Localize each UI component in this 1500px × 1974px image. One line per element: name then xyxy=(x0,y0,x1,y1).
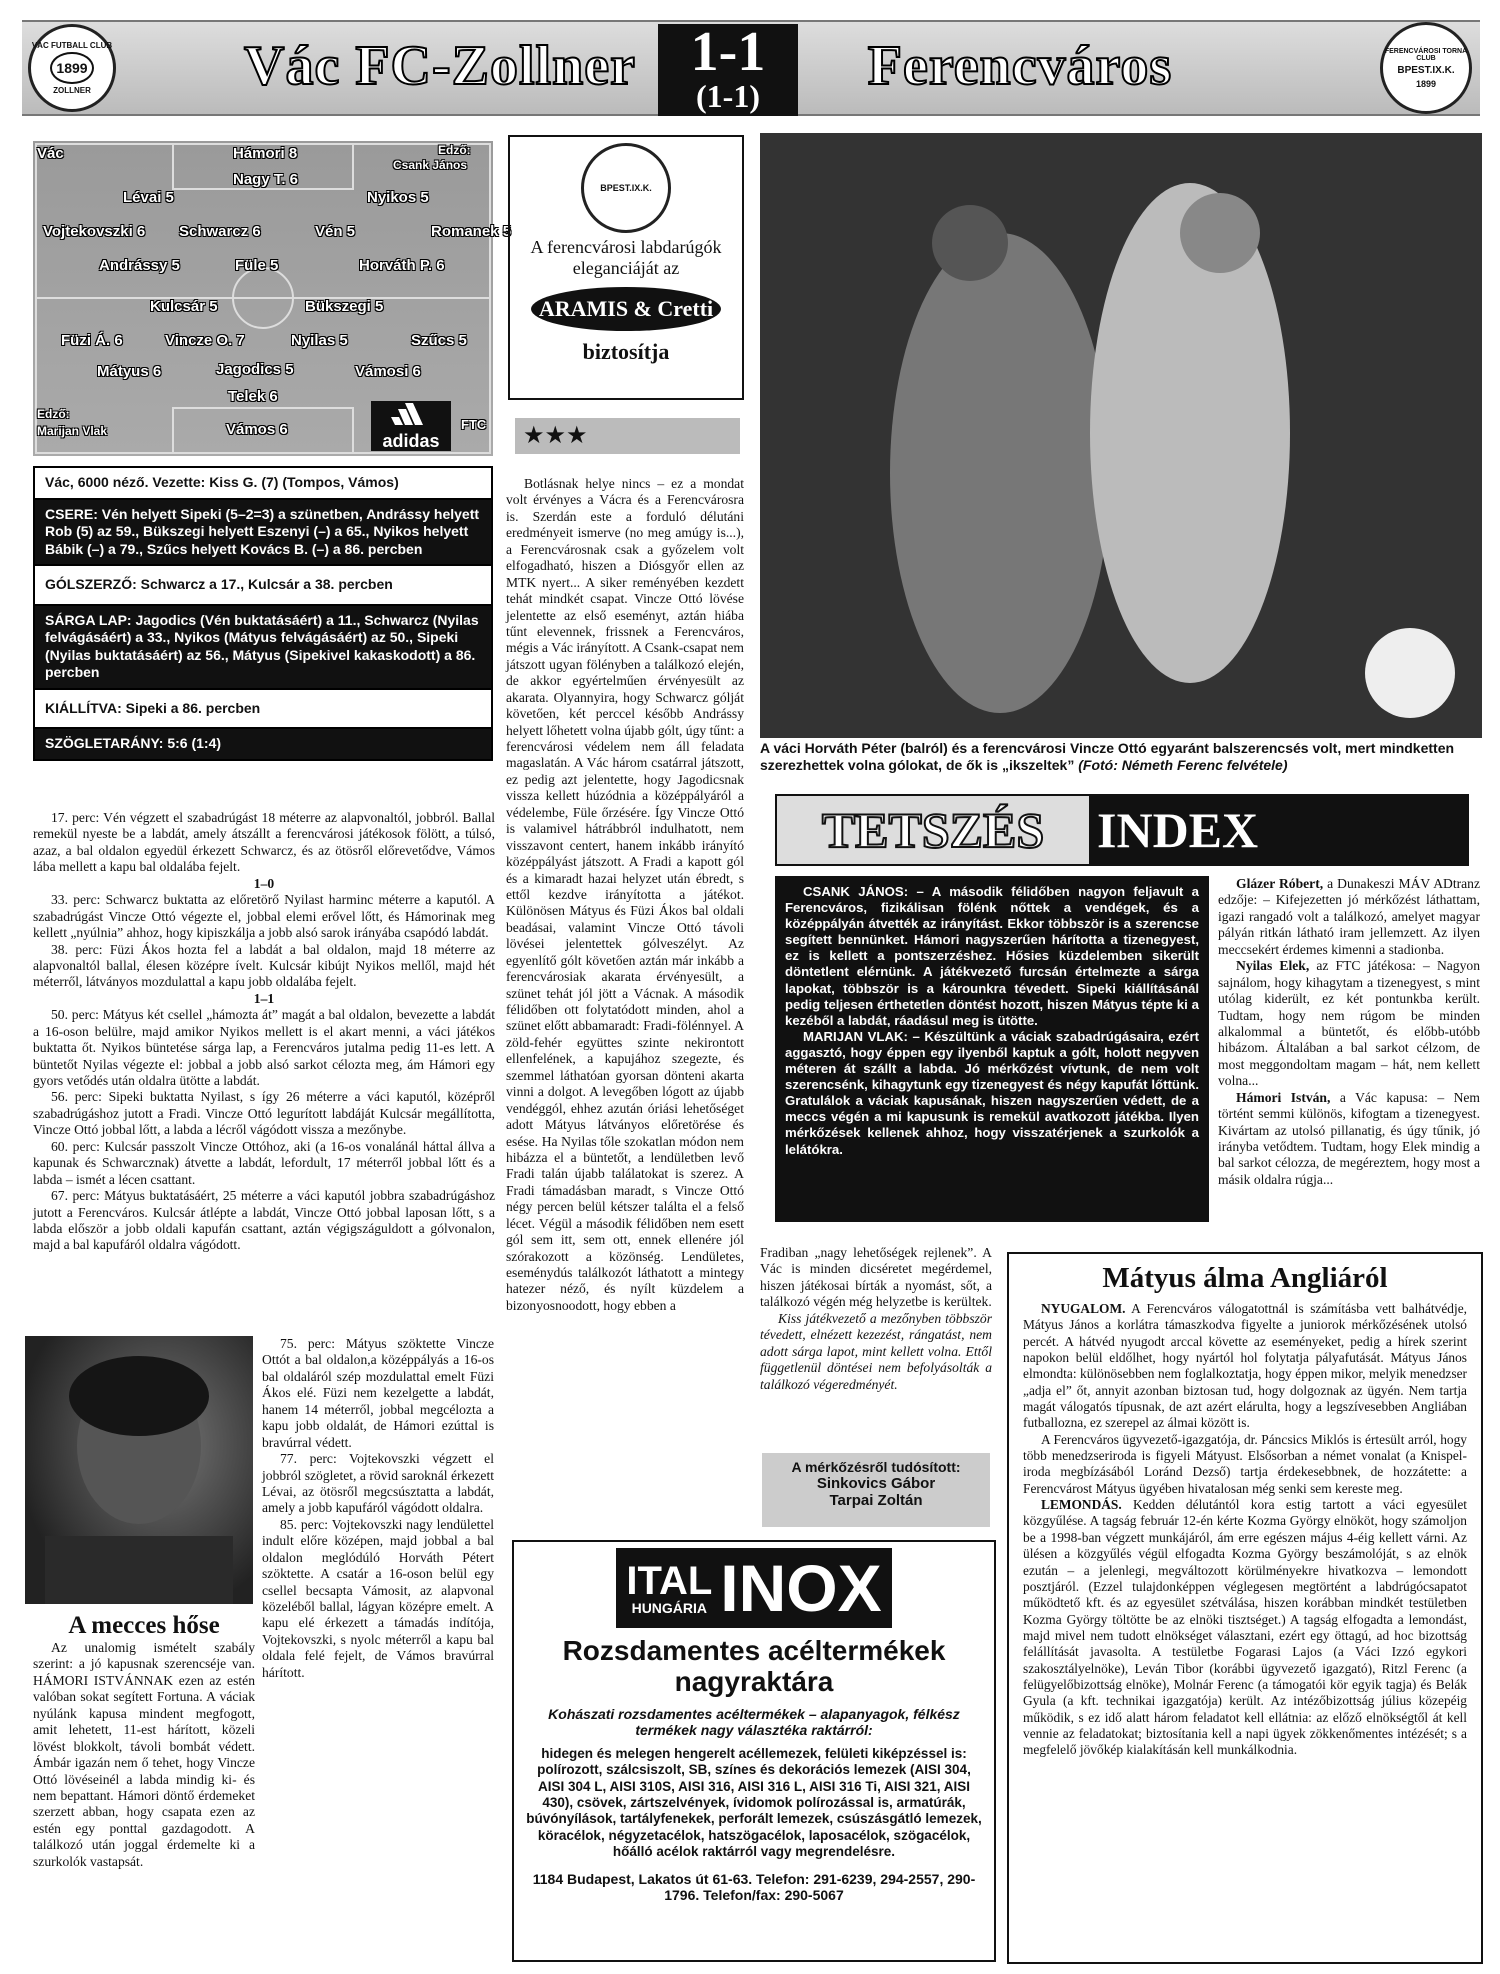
ftc-coach: Marijan Vlak xyxy=(37,424,108,438)
player-quotes: Glázer Róbert, a Dunakeszi MÁV ADtranz edzője: – Kifejezetten jó mérkőzést láthattam, igazi rangadó volt a találkozó, amelyet magyar pályán ritkán látható iram jellemzett. Az ilyen meccsekért érdemes kimenni a stadionba. Nyilas Elek, az FTC játékosa: – Nagyon sajnálom, hogy kihagytam a tizenegyest, s mint utólag kiderült, ez két pontunkba került. Tudtam, hogy nem rúgom be minden alkalommal a büntetőt, és előbb-utóbb hibázom. Általában a bal sarkot célzom, de most meggondoltam magam – hát, nem kellett volna... Hámori István, a Vác kapusa: – Nem történt semmi különös, kifogtam a tizenegyest. Kivártam az utolsó pillanatig, és úgy tűnik, jó irányba vetődtem. Tudtam, hogy Elek mindig a bal sarkot célozza, de megéreztem, hogy most a másik oldalra rúgja... xyxy=(1218,876,1480,1187)
player: Schwarcz 6 xyxy=(179,223,261,240)
player: Vincze O. 7 xyxy=(165,332,245,349)
ftc-coach-label: Edző: xyxy=(37,407,70,421)
player: Füle 5 xyxy=(235,257,279,274)
ftc-label: FTC xyxy=(461,417,487,432)
yellow-cards: SÁRGA LAP: Jagodics (Vén buktatásáért) a 11., Schwarcz (Nyilas felvágásáért) a 33., Nyikos (Mátyus felvágásáért) az 50., Sipeki (Nyilas buktatásáért) az 56., Mátyus (Sipekivel kakaskodott) a 86. percben xyxy=(35,606,491,690)
italinox-ad xyxy=(512,1540,996,1962)
score-1-0: 1–0 xyxy=(253,875,275,891)
substitutions: CSERE: Vén helyett Sipeki (5–2=3) a szünetben, Andrássy helyett Rob (5) az 59., Bükszegi helyett Eszenyi (–) a 65., Nyikos helyett Bábik (–) a 79., Szűcs helyett Kovács B. (–) a 86. percben xyxy=(35,500,491,567)
venue-info: Vác, 6000 néző. Vezette: Kiss G. (7) (Tompos, Vámos) xyxy=(35,468,491,500)
lineup-pitch xyxy=(33,141,512,456)
player: Nyilas 5 xyxy=(291,332,348,349)
player: Nagy T. 6 xyxy=(233,171,299,188)
player: Vojtekovszki 6 xyxy=(43,223,146,240)
player: Telek 6 xyxy=(228,388,278,405)
italinox-logo: ITAL HUNGÁRIA INOX xyxy=(616,1548,891,1628)
player: Hámori 8 xyxy=(233,145,298,162)
player: Romanek 5 xyxy=(431,223,512,240)
minutes-continued: 75. perc: Mátyus szöktette Vincze Ottót a bal oldalon,a középpályás a 16-os bal oldaláról szép mozdulattal emelt Füzi Ákos elé. Füzi nem kezelgette a labdát, hanem 14 méterről, jobbal megcélozta a kapu jobb oldalát, de Hámori ezúttal is bravúrral védett. 77. perc: Vojtekovszki végzett el jobbról szögletet, a rövid saroknál érkezett Lévai, az ötösről megcsúsztatta a labdát, amely a jobb kapufáról vágódott oldalra. 85. perc: Vojtekovszki nagy lendülettel indult előre középen, majd jobbal a bal oldalon meglódúló Horváth Pétert szöktette. A csatár a 16-oson belül egy csellel becsapta Vámosit, az alapvonal közeléből ballal, lágyan középre emelt. A kapu elé érkezett a támadás indítója, Vojtekovszki, s nyolc méterről a kapu bal oldala felé fejelt, de Vámos bravúrral hárított. xyxy=(262,1336,494,1680)
vlak-name: MARIJAN VLAK: xyxy=(803,1028,908,1044)
portrait-silhouette xyxy=(25,1336,253,1604)
vac-coach: Csank János xyxy=(393,158,468,172)
main-article: Botlásnak helye nincs – ez a mondat volt érvényes a Vácra és a Ferencvárosra is. Szerdán este a forduló délutáni eredményeit ismerve (no meg amúgy is...), a Ferencvárosnak csak a győzelem volt elfogadható, hiszen a Diósgyőr ellen az MTK nyert... A siker reményében kezdett tehát mindkét csapat. Vincze Ottó lövése jelentette az első eseményt, aztán hiába tűnt elevennek, frissnek a Ferencváros, mégis a Vác irányított. A Csank-csapat nem játszott ugyan fölényben a találkozó elején, de akkor egyértelműen érvényesült az akarata. Olyannyira, hogy Schwarcz gólját követően, két perccel később Andrássy helyett lőhetett volna újabb gólt, úgy tűnt: a ferencvárosi védelem nem áll feladata magaslatán. A Vác három csatárral játszott, ez pedig azt jelentette, hogy Jagodicsnak vissza kellett húzódnia a középpályáról a védelembe, Füle őrzésére. Így Vincze Ottó is valamivel hátrábbról indulhatott, nem visszavont centert, hanem inkább irányító középpályást játszott. A Fradi a kapott gól és a kimaradt hazai helyzet után ébredt, s ettől kezdve irányította a játékot. Különösen Mátyus és Füzi Ákos bal oldali beadásai, valamint Vincze Ottó távoli lövései jelentettek gólveszélyt. Az egyenlítő gólt követően aztán már inkább a ferencvárosiak akarata érvényesült, a szünet tehát jól jött a Vácnak. A második félidőben ott folytatódott minden, ahol a szünet előtt abbamaradt: Fradi-fölénnyel. A zöld-fehér együttes szinte nekirontott ellenfelének, a kapujához szegezte, és szemmel láthatóan gyorsan dönteni akarta vinni a dolgot. A levegőben lógott az újabb vendéggól, ehhez azután óriási lehetőséget adott Mátyus látványos előretörése és esése. Ha Nyilas tőle szokatlan módon nem hibázza el a büntetőt, a lendületben levő Fradi talán újabb találatokat is szerez. A Fradi támadásban maradt, s Vincze Ottó négy percen belül kétszer találta el a felső lécet. Végül a második félidőben nem esett gól sem itt, sem ott, ennek ellenére jól szórakozott a közönség. Lendületes, eseménydús találkozót láthatott a mintegy hatezer néző, és nyílt küzdelem a bizonyosnoodott, hogy ebben a xyxy=(506,476,744,1313)
player: Füzi Á. 6 xyxy=(61,332,123,349)
vac-coach-label: Edző: xyxy=(438,143,471,157)
aramis-cretti-logo: ARAMIS & Cretti xyxy=(531,287,721,331)
player: Kulcsár 5 xyxy=(150,298,218,315)
rating-bar xyxy=(515,418,740,454)
player: Szűcs 5 xyxy=(411,332,467,349)
player: Horváth P. 6 xyxy=(359,257,445,274)
inox-body: hidegen és melegen hengerelt acéllemezek, felületi kiképzéssel is: polírozott, szálcsiszolt, SB, színes és dekorációs lemezek (AISI 304, AISI 304 L, AISI 310S, AISI 316, AISI 316 L, AISI 316 Ti, AISI 321, AISI 430), csövek, zártszelvények, ívidomok polírozással is, armatúrák, búvónyílások, tartályfenekek, perforált lemezek, csúszásgátló lemezek, köracélok, négyzetacélok, hatszögacélok, laposacélok, szögacélok, hőálló acélok raktárról vagy megrendelésre. xyxy=(526,1745,982,1860)
match-photo xyxy=(760,133,1482,738)
match-info xyxy=(33,466,493,761)
matyus-title: Mátyus álma Angliáról xyxy=(1102,1262,1388,1294)
player: Mátyus 6 xyxy=(97,363,162,380)
score-1-1: 1–1 xyxy=(253,990,275,1006)
ftc-crest: FERENCVÁROSI TORNA CLUB BPEST.IX.K. 1899 xyxy=(1380,22,1472,114)
matyus-article: Mátyus álma Angliáról NYUGALOM. A Ferencváros válogatottnál is számításba vett balhátvédje, Mátyus János a korlátra támaszkodva figyelte a juniorok mérkőzésének utolsó percét. A hátvéd nyugodt arccal követte az eseményeket, pedig a hírek szerint napokon belül eldőlhet, hogy nyártól hol folytatja pályafutását. Mátyus János elmondta: különösebben nem foglalkoztatja, hogy éppen mikor, melyik menedzser „adja el” őt, annyit azonban biztosan tud, hogy dolgoznak az ügyén. Nem tartja magát válogatós típusnak, de azt azért elárulta, hogy a legszívesebben Angliában futballozna, ez szerepel az álmai között is. A Ferencváros ügyvezető-igazgatója, dr. Páncsics Miklós is értesült arról, hogy több menedzserirodа is figyeli Mátyust. Elsősorban a német vonalat (a Knispel-iroda megbízásából Loránd Dezső) tartja érdekesebbnek, de hozzátette: a Ferencvárost Mátyus ügyében hivatalosan még senki sem kereste meg. LEMONDÁS. Kedden délutántól kora estig tartott a váci egyesület közgyűlése. A tagság február 12-én kérte Kozma György elnököt, hogy számoljon be a 1998-ban végzett munkájáról, ám erre egészen május 4-éig kellett várni. Az ülésen a közgyűlés végül elfogadta Kozma György beszámolóját, s az elnök ezután – a jelenlegi, megváltozott körülményekre hivatkozva – lemondott posztjáról. (Ezzel tulajdonképpen véglegesen megtörtént a labdrúgócsapatot működtető kft. és az egyesület szétválása, hiszen korábban mindkét testületben Kozma György töltötte be az elnöki tisztséget.) A tagság elfogadta a lemondást, majd mivel nem tudott elnökséget választani, ezért egy öttagú, ad hoc bizottság felállítását javasolta. A testületbe Fogarasi Lajos (a Váci Izzó egykori szakosztályelnöke), Leván Tibor (korábbi ügyvezető igazgató), Ritzl Ferenc (a felügyelőbizottság elnöke), Molnár Ferenc (a támogatói kör egyik tagja) és Belák Gyula (a kft. technikai igazgatója) került. Az intézőbizottság július közepéig működik, s ez idő alatt három feladatot kell ellátnia: az előző elnökségtől át kell vennie az feladatokat; biztosítania kell a napi ügyek zökkenőmentes intézését; s a megfelelő jövőkép kialakításán kell munkálkodnia. xyxy=(1007,1252,1483,1964)
aramis-ad: BPEST.IX.K. A ferencvárosi labdarúgók eleganciáját az ARAMIS & Cretti biztosítja xyxy=(508,135,744,400)
players-scene xyxy=(760,133,1482,738)
player: Jagodics 5 xyxy=(216,361,294,378)
article-continued: Fradiban „nagy lehetőségek rejlenek”. A Vác is minden dicséretet megérdemel, hiszen játékosai bírták a nyomást, sőt, a találkozó végén még helyzetbe is kerültek. Kiss játékvezető a mezőnyben többször tévedett, elnézett kezezést, rángatást, nem adott sárga lapot, mint kellett volna. Ettől függetlenül döntései nem befolyásolták a találkozó végeredményét. xyxy=(760,1245,992,1392)
goalscorers: GÓLSZERZŐ: Schwarcz a 17., Kulcsár a 38. percben xyxy=(35,566,491,606)
inox-address: 1184 Budapest, Lakatos út 61-63. Telefon: 291-6239, 294-2557, 290-1796. Telefon/fax: 290-5067 xyxy=(532,1870,976,1903)
adidas-logo: adidas xyxy=(371,401,451,451)
player: Bükszegi 5 xyxy=(305,298,384,315)
reporters-box: A mérkőzésről tudósított: Sinkovics Gábor Tarpai Zoltán xyxy=(762,1453,990,1527)
player: Andrássy 5 xyxy=(99,257,180,274)
csank-name: CSANK JÁNOS: xyxy=(803,884,909,899)
minute-by-minute: 17. perc: Vén végzett el szabadrúgást 18 méterre az alapvonaltól, jobbról. Ballal remekül nyeste be a labdát, amely átszállt a ferencvárosi játékosok fölött, a túlsó, azaz, a bal oldalon egyedül érkezett Schwarcz, és az ötösről előrevetődve, Vámos lába mellett a kapu bal oldalába fejelt. 1–0 33. perc: Schwarcz buktatta az előretörő Nyilast harminc méterre a kaputól. A szabadrúgást Vincze Ottó végezte el, jobbal elemi erővel lőtt, és Hámorinak meg kellett „nyúlnia” ahhoz, hogy kipiszkálja a jobb alsó sarok irányába csapódó labdát. 38. perc: Füzi Ákos hozta fel a labdát a bal oldalon, majd 18 méterre az alapvonaltól ballal, élesen középre ívelt. Kulcsár kibújt Nyikos mellől, majd hét méterről, látványos mozdulattal a kapu jobb oldalába fejelt. 1–1 50. perc: Mátyus két csellel „hámozta át” magát a bal oldalon, bevezette a labdát a 16-oson belülre, majd amikor Nyikos mellett is el akart menni, a váci játékos buktatta őt. Nyikos büntetése sárga lap, a Ferencváros jutalma pedig 11-es lett. A büntetőt Nyilas végezte el: jobbal a jobb alsó sarkot célozta meg, ám Hámori egy gyors vetődés után oldalra ütötte a labdát. 56. perc: Sipeki buktatta Nyilast, s így 26 méterre a váci kaputól, középről szabadrúgáshoz jutott a Fradi. Vincze Ottó legurított labdáját Kulcsár megállította, Vincze Ottó jobbal lőtt, a labda a lécről vágódott vissza a mezőnybe. 60. perc: Kulcsár passzolt Vincze Ottóhoz, aki (a 16-os vonalánál háttal állva a kapunak és Schwarcznak) átvette a labdát, lefordult, 17 méterről jobbal lőtt és a labda – ismét a lécen csattant. 67. perc: Mátyus buktatásáért, 25 méterre a váci kaputól jobbra szabadrúgáshoz jutott a Ferencváros. Kulcsár átlépte a labdát, Vincze Ottó jobbal laposan lőtt, s a labda először a jobb oldali kapufán csattant, aztán végigszáguldott a gólvonalon, majd a bal kapufáról oldalra vágódott. xyxy=(33,810,495,1253)
hamori-portrait xyxy=(25,1336,253,1604)
ftc-crest-small: BPEST.IX.K. xyxy=(581,143,671,233)
vac-fc-crest: VÁC FUTBALL CLUB 1899 ZOLLNER xyxy=(28,24,116,112)
hero-text: Az unalomig ismételt szabály szerint: a jó kapusnak szerencséje van. HÁMORI ISTVÁNNAK ezen az estén valóban sokat segített Fortuna. A váciak nyúlánk kapusa mindent megfogott, amit lehetett, 11-est hárított, közeli lövést blokkolt, távoli bombát védett. Ámbár igazán nem ő tehet, hogy Vincze Ottó lövéseinél a labda mindig ki- és nem bepattant. Hámori döntő érdemeket szerzett abban, hogy csapata ezen az estén egy ponttal gazdagodott. A találkozó után joggal érdemelte ki a szurkolók vastapsát. xyxy=(33,1640,255,1869)
photo-caption: A váci Horváth Péter (balról) és a ferencvárosi Vincze Ottó egyaránt balszerencsés volt, mert mindketten szerezhettek volna gólokat, de ők is „ikszeltek” (Fotó: Németh Ferenc felvétele) xyxy=(760,740,1455,773)
player: Lévai 5 xyxy=(123,189,174,206)
halftime-score: (1-1) xyxy=(696,78,760,114)
index-title-right: INDEX xyxy=(1089,796,1467,864)
coach-quotes: CSANK JÁNOS: – A második félidőben nagyon feljavult a Ferencváros, fizikálisan fölénk nőttek a vendégek, és a középpályán átvették az irányítást. Ekkor többször is a szerencse segített bennünket. Hámori nagyszerűen hárította a tizenegyest, ez is kellett a pontszerzéshez. Hősies küzdelemben sikerült döntetlent elérnünk. A játékvezető furcsán értelmezte a sárga lapokat, többször is a károunkra tévedett. Sipeki kiállításánál pedig teljesen érthetetlen döntést hozott, hiszen Mátyus tépte ki a kezéből a labdát, ráadásul meg is ütötte. MARIJAN VLAK: – Készültünk a váciak szabadrúgásaira, ezért aggasztó, hogy éppen egy ilyenből kaptuk a gólt, holott negyven méteren át szállt a labda. Jó mérkőzést vívtunk, de nem volt szerencsénk, kihagytunk egy tizenegyest és négy kapufát lőttünk. Gratulálok a váciak kapusának, hiszen nagyszerűen védett, de a meccs végén a mi kapusunk is remekül avatkozott játékba. Ilyen mérkőzések kellenek ahhoz, hogy visszatérjenek a szurkolók a lelátókra. xyxy=(775,876,1209,1222)
player: Vámos 6 xyxy=(226,421,288,438)
corners: SZÖGLETARÁNY: 5:6 (1:4) xyxy=(35,729,491,759)
red-cards: KIÁLLÍTVA: Sipeki a 86. percben xyxy=(35,690,491,730)
index-header xyxy=(775,794,1469,866)
score: 1-1 xyxy=(690,21,766,83)
player: Vámosi 6 xyxy=(355,363,421,380)
adidas-stripes-icon xyxy=(391,403,431,427)
vac-label: Vác xyxy=(37,145,64,162)
hero-box xyxy=(33,1612,255,1870)
rating-stars: ★★★ xyxy=(523,423,588,449)
home-team-title: Vác FC-Zollner xyxy=(244,35,636,97)
hero-title: A mecces hőse xyxy=(68,1612,220,1639)
inox-subhead: Kohászati rozsdamentes acéltermékek – alapanyagok, félkész termékek nagy választéka raktárról: xyxy=(548,1705,960,1738)
inox-headline: Rozsdamentes acéltermékek nagyraktára xyxy=(562,1635,946,1697)
player: Nyikos 5 xyxy=(367,189,429,206)
referee-note: Kiss játékvezető a mezőnyben többször tévedett, elnézett kezezést, rángatást, nem adott sárga lapot, mint kellett volna. Ettől függetlenül döntései nem befolyásolták a találkozó végeredményét. xyxy=(760,1310,992,1392)
score-box xyxy=(658,21,798,116)
index-title-left: TETSZÉS xyxy=(777,796,1089,864)
player: Vén 5 xyxy=(315,223,356,240)
photo-credit: (Fotó: Németh Ferenc felvétele) xyxy=(1078,756,1288,773)
away-team-title: Ferencváros xyxy=(867,35,1173,97)
